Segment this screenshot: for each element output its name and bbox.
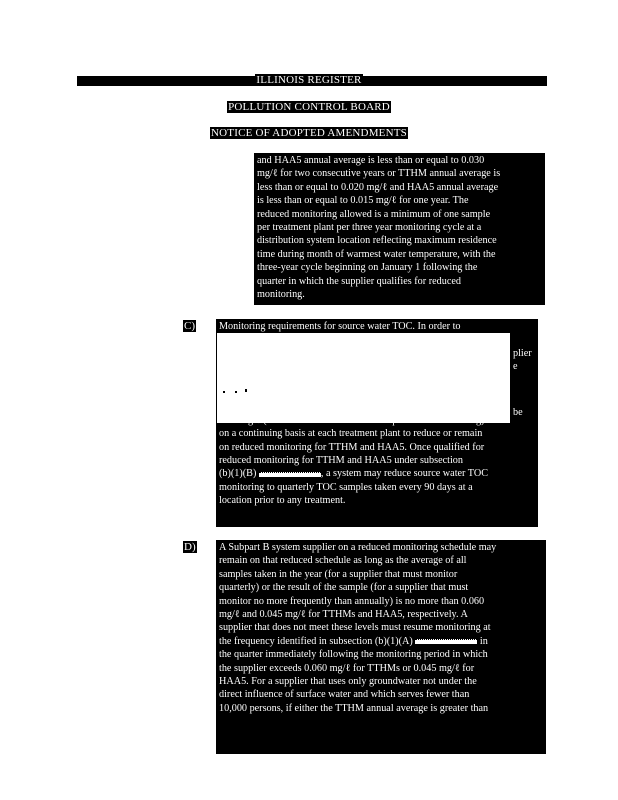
text-line: HAA5. For a supplier that uses only groundwater not under the — [219, 676, 477, 688]
paragraph-top — [254, 153, 545, 305]
blanked-region — [217, 333, 510, 423]
section-c-label: C) — [184, 320, 195, 332]
text-line: per treatment plant per three year monitoring cycle at a — [257, 222, 482, 234]
text-line: remain on that reduced schedule as long as the average of all — [219, 555, 467, 567]
text-line: the supplier exceeds 0.060 mg/ℓ for TTHMs or 0.045 mg/ℓ for — [219, 662, 475, 674]
notice-title: NOTICE OF ADOPTED AMENDMENTS — [211, 127, 407, 139]
text-line: on a continuing basis at each treatment plant to reduce or remain — [219, 428, 483, 440]
text-line: and HAA5 annual average is less than or equal to 0.030 — [257, 155, 485, 166]
text-line: Monitoring requirements for source water TOC. In order to — [219, 321, 461, 332]
text-line: reduced monitoring for TTHM and HAA5 under subsection — [219, 455, 463, 467]
text-line: A Subpart B system supplier on a reduced monitoring schedule may — [219, 542, 497, 553]
text-line: monitoring. — [257, 289, 305, 301]
board-title: POLLUTION CONTROL BOARD — [228, 101, 390, 113]
text-line: quarter in which the supplier qualifies for reduced — [257, 275, 461, 287]
text-line: monitor no more frequently than annually) is no more than 0.060 — [219, 595, 485, 607]
text-line: direct influence of surface water and which serves fewer than — [219, 689, 470, 701]
text-line: the quarter immediately following the monitoring period in which — [219, 649, 488, 661]
text-line: supplier that does not meet these levels must resume monitoring at — [219, 622, 491, 634]
scan-speck — [235, 391, 237, 393]
text-line: less than or equal to 0.020 mg/ℓ and HAA5 annual average — [257, 181, 499, 193]
text-fragment: e — [513, 361, 518, 372]
text-line: mg/ℓ for two consecutive years or TTHM annual average is — [257, 168, 501, 180]
text-fragment: plier — [513, 348, 532, 359]
redacted-citation — [415, 639, 477, 644]
text-line: is less than or equal to 0.015 mg/ℓ for one year. The — [257, 195, 469, 207]
text-line: reduced monitoring allowed is a minimum of one sample — [257, 208, 491, 220]
text-line: on reduced monitoring for TTHM and HAA5. Once qualified for — [219, 441, 485, 453]
text-line: mg/ℓ and 0.045 mg/ℓ for TTHMs and HAA5, respectively. A — [219, 609, 468, 621]
text-line: quarterly) or the result of the sample (for a supplier that must — [219, 582, 469, 594]
text-line: samples taken in the year (for a supplier that must monitor — [219, 568, 458, 580]
text-line: 10,000 persons, if either the TTHM annual average is greater than — [219, 702, 489, 714]
redacted-citation — [259, 472, 321, 477]
section-d-label: D) — [184, 541, 196, 553]
register-title: ILLINOIS REGISTER — [256, 74, 362, 86]
text-line: distribution system location reflecting maximum residence — [257, 235, 497, 247]
section-d-paragraph — [216, 540, 546, 754]
text-line: location prior to any treatment. — [219, 495, 346, 507]
text-line: time during month of warmest water temperature, with the — [257, 248, 496, 260]
scan-speck — [245, 389, 247, 392]
text-line: (b)(1)(B) , a system may reduce source water TOC — [219, 468, 488, 480]
text-line: the frequency identified in subsection (b)(1)(A) in — [219, 635, 488, 647]
text-fragment: be — [513, 407, 523, 418]
scan-speck — [223, 391, 225, 393]
text-line: monitoring to quarterly TOC samples taken every 90 days at a — [219, 481, 473, 493]
text-line: three-year cycle beginning on January 1 following the — [257, 262, 478, 274]
